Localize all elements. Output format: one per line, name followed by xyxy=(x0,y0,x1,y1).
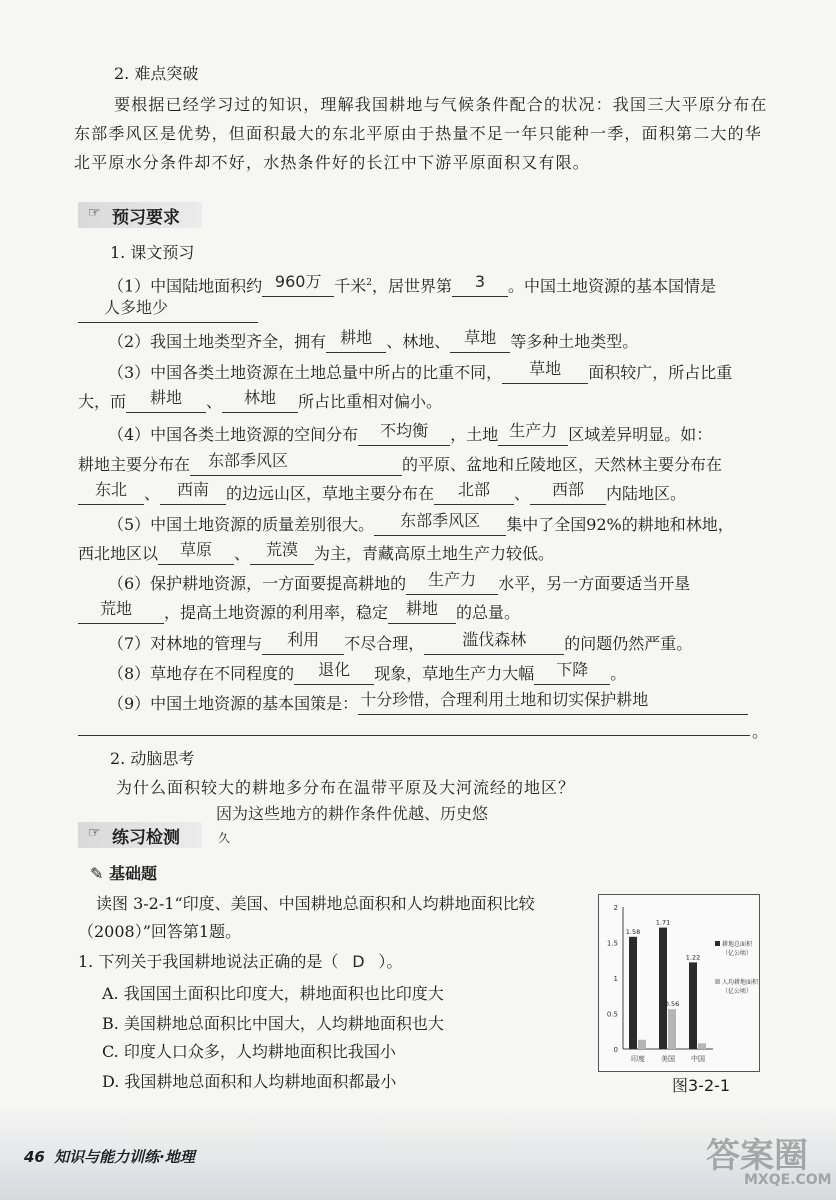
x-tick-label: 美国 xyxy=(661,1055,675,1063)
data-label: 1.71 xyxy=(655,918,671,927)
question-3-cont: 大，而 耕地 、 林地 所占比重相对偏小。 xyxy=(78,388,443,411)
y-tick-label: 0.5 xyxy=(606,1010,618,1019)
footer xyxy=(24,1146,195,1167)
data-label: 0.56 xyxy=(664,1000,680,1009)
option-d: D. 我国耕地总面积和人均耕地面积都最小 xyxy=(102,1072,397,1091)
question-8: （8）草地存在不同程度的 退化 现象，草地生产力大幅 下降 。 xyxy=(108,660,627,683)
preview-tag-label: 预习要求 xyxy=(112,208,180,228)
bar xyxy=(638,1040,646,1049)
question-2: （2）我国土地类型齐全，拥有 耕地 、林地、 草地 等多种土地类型。 xyxy=(108,328,639,351)
question-5: （5）中国土地资源的质量差别很大。 东部季风区 集中了全国92%的耕地和林地， xyxy=(108,511,734,534)
legend-swatch xyxy=(715,979,720,984)
section-paragraph xyxy=(74,90,794,177)
think-question: 为什么面积较大的耕地多分布在温带平原及大河流经的地区？ xyxy=(116,778,576,797)
page-number: 46 xyxy=(24,1148,45,1166)
practice-tag xyxy=(78,822,202,848)
section-heading: 2. 难点突破 xyxy=(114,64,199,83)
question-4: （4）中国各类土地资源的空间分布 不均衡 ，土地 生产力 区域差异明显。如： xyxy=(108,421,713,444)
answer-line xyxy=(78,735,750,736)
intro-line: （2008）”回答第1题。 xyxy=(78,922,242,941)
paragraph-line: 北平原水分条件却不好，水热条件好的长江中下游平原面积又有限。 xyxy=(74,153,591,172)
legend-swatch xyxy=(715,941,720,946)
period: 。 xyxy=(752,722,769,741)
book-title: 知识与能力训练·地理 xyxy=(54,1148,195,1166)
chart-frame xyxy=(598,894,760,1072)
pencil-icon: ✎ xyxy=(90,864,104,883)
legend-label: 耕地总面积（亿公顷） xyxy=(722,941,753,957)
question-5-cont: 西北地区以 草原 、 荒漠 为主，青藏高原土地生产力较低。 xyxy=(78,540,555,563)
subheading: 1. 课文预习 xyxy=(110,243,195,262)
bar xyxy=(629,937,637,1049)
question-7: （7）对林地的管理与 利用 不尽合理， 滥伐森林 的问题仍然严重。 xyxy=(108,630,693,653)
y-tick-label: 1.5 xyxy=(606,939,618,948)
mcq-answer: D xyxy=(352,952,365,971)
question-1-cont: 人多地少 xyxy=(78,300,258,324)
question-3: （3）中国各类土地资源在土地总量中所占的比重不同， 草地 面积较广，所占比重 xyxy=(108,359,733,382)
intro-line: 读图 3-2-1“印度、美国、中国耕地总面积和人均耕地面积比较 xyxy=(96,894,535,913)
basic-heading: ✎ 基础题 xyxy=(90,864,157,883)
think-answer-cont: 久 xyxy=(218,831,231,845)
paragraph-line: 要根据已经学习过的知识，理解我国耕地与气候条件配合的状况：我国三大平原分布在 xyxy=(114,95,768,114)
question-6: （6）保护耕地资源，一方面要提高耕地的 生产力 水平，另一方面要适当开垦 xyxy=(108,570,691,593)
paragraph-line: 东部季风区是优势，但面积最大的东北平原由于热量不足一年只能种一季，面积第二大的华 xyxy=(74,124,763,143)
question-mcq: 1. 下列关于我国耕地说法正确的是（ D ）。 xyxy=(78,950,402,974)
x-tick-label: 中国 xyxy=(691,1055,705,1063)
legend-label: 人均耕地面积（亿公顷） xyxy=(722,979,759,995)
bar-chart xyxy=(599,895,759,1071)
pointing-hand-icon: ☞ xyxy=(88,205,101,221)
think-answer: 因为这些地方的耕作条件优越、历史悠 xyxy=(216,804,489,823)
question-1: （1）中国陆地面积约 960万 千米$^2$，居世界第 3 。中国土地资源的基本国情是 xyxy=(108,272,716,296)
figure-caption: 图3-2-1 xyxy=(672,1076,731,1095)
bar xyxy=(698,1043,706,1049)
y-tick-label: 0 xyxy=(613,1046,618,1054)
bar xyxy=(659,928,667,1049)
option-b: B. 美国耕地总面积比中国大，人均耕地面积也大 xyxy=(102,1014,444,1033)
practice-tag-label: 练习检测 xyxy=(112,828,180,848)
question-4-cont: 耕地主要分布在 东部季风区 的平原、盆地和丘陵地区，天然林主要分布在 xyxy=(78,451,723,474)
option-c: C. 印度人口众多，人均耕地面积比我国小 xyxy=(102,1042,396,1061)
question-4-cont2: 东北 、 西南 的边远山区，草地主要分布在 北部 、 西部 内陆地区。 xyxy=(78,482,686,506)
preview-tag xyxy=(78,202,202,228)
watermark-url: MXQE.COM xyxy=(744,1172,832,1188)
data-label: 1.58 xyxy=(625,927,641,936)
y-tick-label: 2 xyxy=(613,904,618,912)
option-a: A. 我国国土面积比印度大，耕地面积也比印度大 xyxy=(102,984,444,1003)
question-6-cont: 荒地 ，提高土地资源的利用率，稳定 耕地 的总量。 xyxy=(78,601,520,625)
bar xyxy=(689,962,697,1049)
data-label: 1.22 xyxy=(685,953,701,962)
watermark-logo: 答案圈 xyxy=(706,1136,808,1176)
bar xyxy=(668,1009,676,1049)
y-tick-label: 1 xyxy=(613,975,618,983)
pointing-hand-icon: ☞ xyxy=(88,825,101,841)
subheading: 2. 动脑思考 xyxy=(110,749,195,768)
x-tick-label: 印度 xyxy=(631,1055,645,1063)
question-9: （9）中国土地资源的基本国策是： 十分珍惜，合理利用土地和切实保护耕地 xyxy=(108,692,748,716)
